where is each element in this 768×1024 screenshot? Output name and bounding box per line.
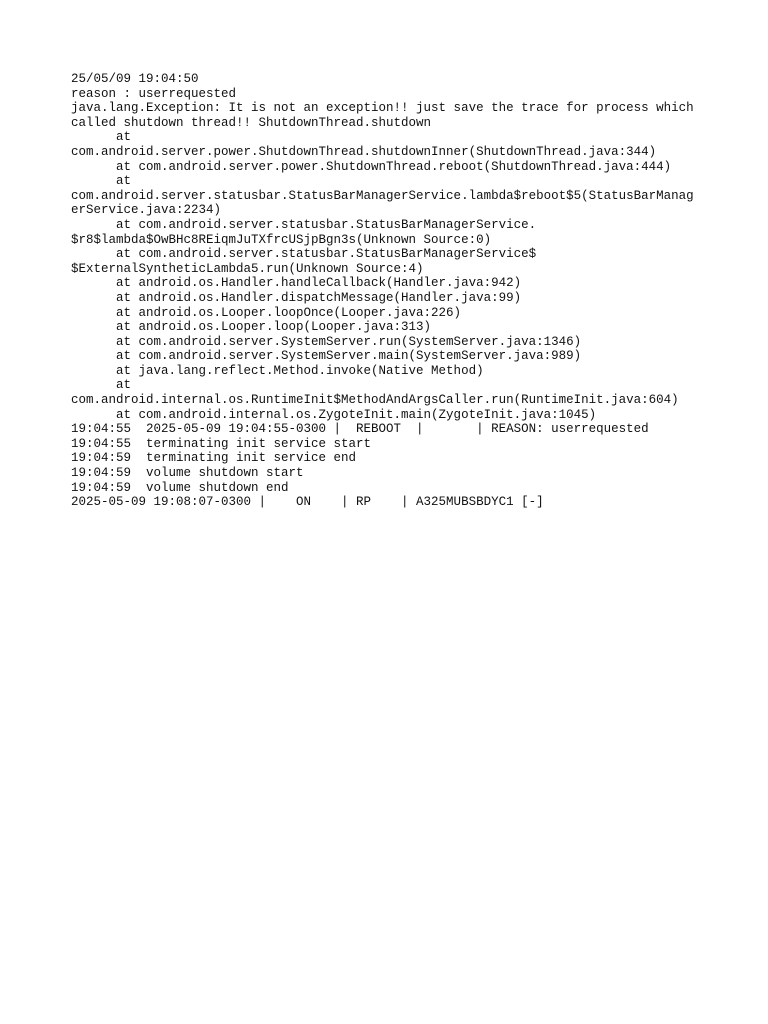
stack-frame: at java.lang.reflect.Method.invoke(Native Method) [71,363,484,378]
stack-frame: com.android.server.statusbar.StatusBarManagerService.lambda$reboot$5(StatusBarManag [71,188,694,203]
stack-frame: at [71,378,132,393]
stack-frame: $r8$lambda$OwBHc8REiqmJuTXfrcUSjpBgn3s(Unknown Source:0) [71,232,492,247]
stack-frame: com.android.internal.os.RuntimeInit$MethodAndArgsCaller.run(RuntimeInit.java:604) [71,393,679,408]
stack-frame: at [71,130,132,145]
log-document [71,72,711,510]
stack-frame: at [71,174,132,189]
event-line: 19:04:59 terminating init service end [71,451,357,466]
stack-frame: at android.os.Looper.loop(Looper.java:313) [71,320,432,335]
stack-frame: $ExternalSyntheticLambda5.run(Unknown Source:4) [71,261,424,276]
log-line-exception: java.lang.Exception: It is not an exception!! just save the trace for process which [71,101,694,116]
stack-frame: at android.os.Handler.dispatchMessage(Handler.java:99) [71,290,522,305]
power-on-line: 2025-05-09 19:08:07-0300 | ON | RP | A325MUBSBDYC1 [-] [71,495,544,510]
log-line-date: 25/05/09 19:04:50 [71,72,199,86]
stack-frame: at android.os.Looper.loopOnce(Looper.java:226) [71,305,462,320]
stack-frame: at com.android.internal.os.ZygoteInit.main(ZygoteInit.java:1045) [71,407,597,422]
stack-frame: at com.android.server.statusbar.StatusBarManagerService. [71,217,537,232]
stack-frame: erService.java:2234) [71,203,222,218]
stack-frame: at com.android.server.power.ShutdownThread.reboot(ShutdownThread.java:444) [71,159,672,174]
event-line: 19:04:59 volume shutdown end [71,480,289,495]
stack-frame: com.android.server.power.ShutdownThread.shutdownInner(ShutdownThread.java:344) [71,144,657,159]
stack-frame: at com.android.server.SystemServer.run(SystemServer.java:1346) [71,334,582,349]
event-line: 19:04:55 terminating init service start [71,436,372,451]
event-line: 19:04:59 volume shutdown start [71,466,304,481]
stack-frame: at android.os.Handler.handleCallback(Handler.java:942) [71,276,522,291]
stack-frame: at com.android.server.SystemServer.main(SystemServer.java:989) [71,349,582,364]
stack-frame: at com.android.server.statusbar.StatusBarManagerService$ [71,247,537,262]
log-line-reason: reason : userrequested [71,86,237,101]
log-line-exception-cont: called shutdown thread!! ShutdownThread.shutdown [71,115,432,130]
reboot-event-line: 19:04:55 2025-05-09 19:04:55-0300 | REBOOT | | REASON: userrequested [71,422,649,437]
